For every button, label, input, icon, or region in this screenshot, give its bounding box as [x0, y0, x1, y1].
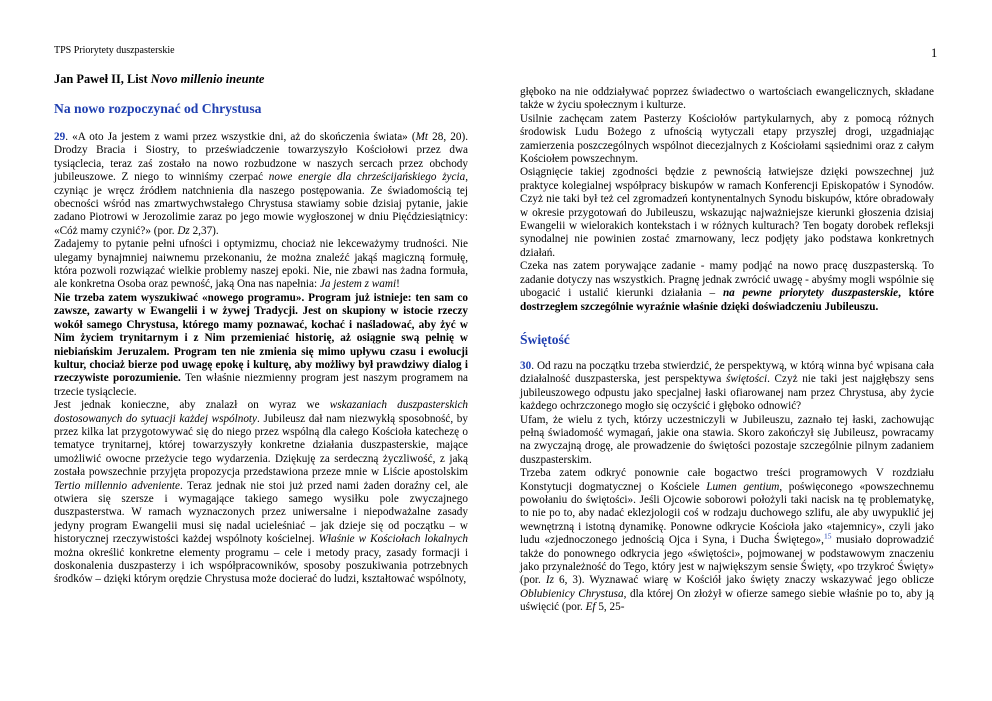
footnote-marker-15[interactable]: 15	[823, 531, 832, 541]
paragraph-29: 29. «A oto Ja jestem z wami przez wszystkie dni, aż do skończenia świata» (Mt 28, 20). Drodzy Bracia i Siostry, to przeświadczenie towarzyszyło Kościołowi przez dwa tysiąclecia, teraz zaś zostało na nowo rozbudzone w naszych sercach przez obchody jubileuszowe. Z niego to winniśmy czerpać nowe energie dla chrześcijańskiego życia, czyniąc je wręcz źródłem natchnienia dla naszego postępowania. Ze świadomością tej obecności wśród nas zmartwychwstałego Chrystusa stawiamy sobie dzisiaj pytanie, jakie zadano Piotrowi w Jerozolimie zaraz po jego mowie wygłoszonej w dniu Pięćdziesiątnicy: «Cóż mamy czynić?» (por. Dz 2,37).	[54, 131, 468, 237]
document-title-italic: Novo millenio ineunte	[150, 72, 265, 86]
left-column	[54, 72, 468, 587]
page-number: 1	[931, 46, 938, 60]
paragraph-zgodnosc: Osiągnięcie takiej zgodności będzie z pewnością łatwiejsze dzięki powszechnej już praktyce kolegialnej współpracy biskupów w ramach Konferencji Episkopatów i Synodów. Czyż nie taki był też cel zgromadzeń kontynentalnych Synodu biskupów, które obradowały w okresie przygotowań do Jubileuszu, wskazując najważniejsze kierunki głoszenia dzisiaj Ewangelii w wielorakich kontekstach i w różnych kulturach? Ten bogaty dorobek refleksji synodalnej nie powinien zostać zmarnowany, lecz podjęty jako podstawa konkretnych działań.	[520, 166, 934, 259]
running-header: TPS Priorytety duszpasterskie	[54, 45, 175, 56]
emphasis-priorytety: na pewne priorytety duszpasterskie	[722, 287, 899, 300]
document-title: Jan Paweł II, List Novo millenio ineunte	[54, 72, 265, 86]
paragraph-ufam: Ufam, że wielu z tych, którzy uczestniczyli w Jubileuszu, zaznało tej łaski, zachowując pełną świadomość wymagań, jakie ona stawia. Skoro zakończył się Jubileusz, powracamy na zwyczajną drogę, ale prowadzenie do świętości pozostaje szczególnie pilnym zadaniem duszpasterskim.	[520, 413, 934, 466]
paragraph-wskazania: Jest jednak konieczne, aby znalazł on wyraz we wskazaniach duszpasterskich dostosowanych do sytuacji każdej wspólnoty. Jubileusz dał nam niezwykłą sposobność, by przez kilka lat przygotowywać się do niego przez wspólną dla całego Kościoła katechezę o tematyce trynitarnej, której towarzyszyły konkretne działania duszpasterskie, mające umożliwić owocne przeżycie tego wydarzenia. Dziękuję za serdeczną życzliwość, z jaką została powszechnie przyjęta propozycja przedstawiona przeze mnie w Liście apostolskim Tertio millennio adveniente. Teraz jednak nie stoi już przed nami żaden doraźny cel, ale otwiera się szersze i wymagające takiego samego wysiłku pole zwyczajnego duszpasterstwa. W ramach wyznaczonych przez uniwersalne i niepodważalne zasady jedyny program Ewangelii musi się nadal ucieleśniać – jak dzieje się od początku – w historycznej rzeczywistości każdej wspólnoty kościelnej. Właśnie w Kościołach lokalnych można określić konkretne elementy programu – cele i metody pracy, zasady formacji i doskonalenia duszpasterzy i ich współpracowników, sposoby poszukiwania potrzebnych środków – dzięki którym orędzie Chrystusa może docierać do ludzi, kształtować wspólnoty,	[54, 399, 468, 586]
paragraph-number-30: 30	[520, 359, 532, 372]
right-column	[520, 86, 934, 615]
paragraph-program: Nie trzeba zatem wyszukiwać «nowego programu». Program już istnieje: ten sam co zawsze, zawarty w Ewangelii i w żywej Tradycji. Jest on skupiony w istocie rzeczy wokół samego Chrystusa, którego mamy poznawać, kochać i naśladować, aby żyć w Nim życiem trynitarnym i z Nim przemieniać historię, aż osiągnie swą pełnię w niebiańskim Jeruzalem. Program ten nie zmienia się mimo upływu czasu i ewolucji kultur, chociaż bierze pod uwagę epokę i kulturę, aby możliwy był prawdziwy dialog i rzeczywiste porozumienie. Ten właśnie niezmienny program jest naszym programem na trzecie tysiąclecie.	[54, 291, 469, 398]
paragraph-formula: Zadajemy to pytanie pełni ufności i optymizmu, chociaż nie lekceważymy trudności. Nie ulegamy bynajmniej naiwnemu przekonaniu, że można znaleźć jakąś magiczną formułę, która pozwoli rozwiązać wielkie problemy naszej epoki. Nie, nie zbawi nas żadna formuła, ale konkretna Osoba oraz pewność, jaką Ona nas napełnia: Ja jestem z wami!	[54, 238, 468, 291]
paragraph-continuation: głęboko na nie oddziaływać poprzez świadectwo o wartościach ewangelicznych, składane także w życiu społecznym i kulturze.	[520, 86, 934, 112]
paragraph-lumen-gentium: Trzeba zatem odkryć ponownie całe bogactwo treści programowych V rozdziału Konstytucji dogmatycznej o Kościele Lumen gentium, poświęconego «powszechnemu powołaniu do świętości». Jeśli Ojcowie soborowi położyli taki nacisk na tę problematykę, to nie po to, aby nadać eklezjologii coś w rodzaju duchowego szlifu, ale aby uwypuklić jej wewnętrzną i istotną dynamikę. Ponowne odkrycie Kościoła jako «tajemnicy», czyli jako ludu «zjednoczonego jednością Ojca i Syna, i Ducha Świętego»,$^{15}$ musiało doprowadzić także do ponownego odkrycia jego «świętości», pojmowanej w podstawowym znaczeniu jako przynależność do Tego, który jest w największym sensie Święty, «po trzykroć Święty» (por. Iz 6, 3). Wyznawać wiarę w Kościół jako święty znaczy wskazywać jego oblicze Oblubienicy Chrystusa, dla której On złożył w ofierze samego siebie właśnie po to, aby ją uświęcić (por. Ef 5, 25-	[520, 467, 934, 614]
section-heading-chrystus: Na nowo rozpoczynać od Chrystusa	[54, 101, 262, 116]
paragraph-pasterze: Usilnie zachęcam zatem Pasterzy Kościołów partykularnych, aby z pomocą różnych środowisk Ludu Bożego z ufnością wytyczali etapy przyszłej drogi, uzgadniając zamierzenia poszczególnych wspólnot diecezjalnych z Kościołami sąsiednimi oraz z całym Kościołem powszechnym.	[520, 112, 934, 166]
paragraph-priorytety: Czeka nas zatem porywające zadanie - mamy podjąć na nowo pracę duszpasterską. To zadanie dotyczy nas wszystkich. Pragnę jednak zwrócić uwagę - abyśmy mogli wspólnie się ubogacić i ustalić kierunki działania – na pewne priorytety duszpasterskie, które dostrzegłem szczególnie wyraźnie właśnie dzięki doświadczeniu Jubileuszu.	[520, 260, 934, 313]
paragraph-30: 30. Od razu na początku trzeba stwierdzić, że perspektywą, w którą winna być wpisana cała działalność duszpasterska, jest perspektywa świętości. Czyż nie taki jest najgłębszy sens jubileuszowego odpustu jako specjalnej łaski ofiarowanej nam przez Chrystusa, aby życie każdego ochrzczonego mogło się oczyścić i głęboko odnowić?	[520, 359, 935, 413]
section-heading-swietosc: Świętość	[520, 331, 570, 347]
paragraph-number-29: 29	[54, 131, 66, 143]
